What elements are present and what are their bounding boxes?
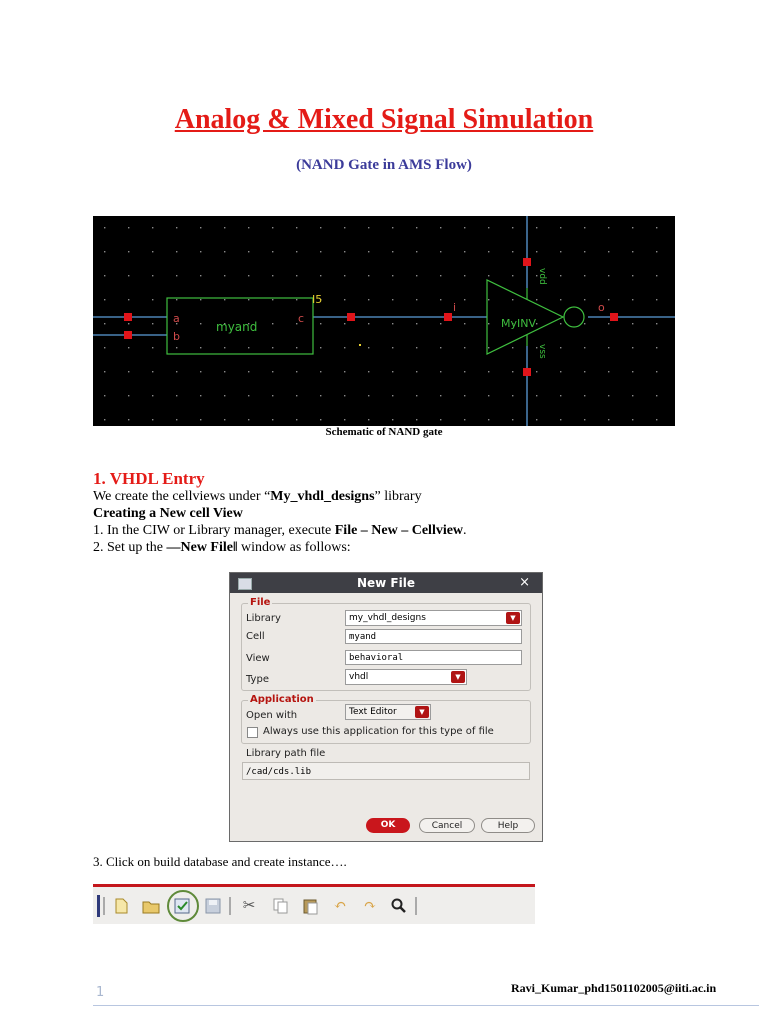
highlight-circle	[167, 890, 199, 922]
section-heading: 1. VHDL Entry	[93, 469, 205, 488]
view-label: View	[246, 653, 270, 664]
cell-label: Cell	[246, 631, 265, 642]
schematic-image	[93, 216, 675, 426]
pin-c-label: c	[298, 312, 305, 325]
step-3: 3. Click on build database and create instance….	[93, 854, 347, 869]
pin-b-label: b	[173, 330, 180, 343]
new-file-icon[interactable]	[112, 897, 130, 915]
undo-icon[interactable]: ↶	[333, 898, 347, 914]
separator	[229, 897, 231, 915]
always-use-label: Always use this application for this type of file	[263, 726, 494, 737]
footer-rule	[93, 1005, 759, 1006]
intro-line: We create the cellviews under “My_vhdl_designs” library	[93, 489, 422, 504]
vdd-label: vdd	[537, 268, 547, 285]
library-label: Library	[246, 613, 281, 624]
view-input[interactable]: behavioral	[345, 650, 522, 665]
open-with-label: Open with	[246, 710, 298, 721]
close-icon[interactable]: ×	[519, 575, 530, 590]
cut-icon[interactable]: ✂	[242, 898, 256, 914]
open-with-select[interactable]	[345, 704, 431, 720]
type-select[interactable]	[345, 669, 467, 685]
search-icon[interactable]	[390, 897, 408, 915]
cancel-button[interactable]: Cancel	[419, 818, 475, 833]
step-1: 1. In the CIW or Library manager, execute File – New – Cellview.	[93, 523, 467, 538]
page-subtitle: (NAND Gate in AMS Flow)	[296, 157, 472, 173]
dialog-title: New File	[356, 576, 415, 590]
pin-a-label: a	[173, 312, 180, 325]
schematic-caption: Schematic of NAND gate	[325, 426, 443, 438]
redo-icon[interactable]: ↷	[363, 898, 377, 914]
dialog-titlebar[interactable]	[230, 573, 542, 593]
page-title: Analog & Mixed Signal Simulation	[174, 104, 594, 135]
save-icon[interactable]	[204, 897, 222, 915]
file-group-label: File	[250, 597, 271, 608]
inverter-name-label: MyINV	[501, 317, 536, 330]
open-with-value: Text Editor	[349, 707, 397, 717]
instance-label: I5	[312, 293, 323, 306]
library-select[interactable]	[345, 610, 522, 626]
ok-button[interactable]: OK	[366, 818, 410, 833]
schematic-canvas	[93, 216, 675, 426]
type-label: Type	[246, 674, 269, 685]
toolbar-grip	[97, 895, 100, 917]
page-number: 1	[96, 985, 105, 1000]
net-i-label: i	[453, 301, 457, 314]
subheading: Creating a New cell View	[93, 506, 243, 521]
vss-label: vss	[537, 344, 547, 359]
separator	[103, 897, 105, 915]
toolbar	[93, 884, 535, 924]
copy-icon[interactable]	[271, 897, 289, 915]
separator	[415, 897, 417, 915]
block-name-label: myand	[216, 320, 258, 334]
step-2: 2. Set up the ―New File‖ window as follows:	[93, 540, 351, 555]
chevron-down-icon: ▼	[506, 612, 520, 624]
chevron-down-icon: ▼	[415, 706, 429, 718]
application-group-label: Application	[250, 694, 314, 705]
help-button[interactable]: Help	[481, 818, 535, 833]
author-email: Ravi_Kumar_phd1501102005@iiti.ac.in	[511, 981, 717, 995]
chevron-down-icon: ▼	[451, 671, 465, 683]
cell-input[interactable]: myand	[345, 629, 522, 644]
net-o-label: o	[598, 301, 605, 314]
library-path-field[interactable]: /cad/cds.lib	[242, 762, 530, 780]
paste-icon[interactable]	[301, 897, 319, 915]
library-path-label: Library path file	[246, 748, 326, 759]
type-value: vhdl	[349, 672, 369, 682]
new-file-dialog	[229, 572, 543, 842]
library-value: my_vhdl_designs	[349, 613, 426, 623]
always-use-checkbox[interactable]	[247, 727, 258, 738]
open-folder-icon[interactable]	[142, 897, 160, 915]
